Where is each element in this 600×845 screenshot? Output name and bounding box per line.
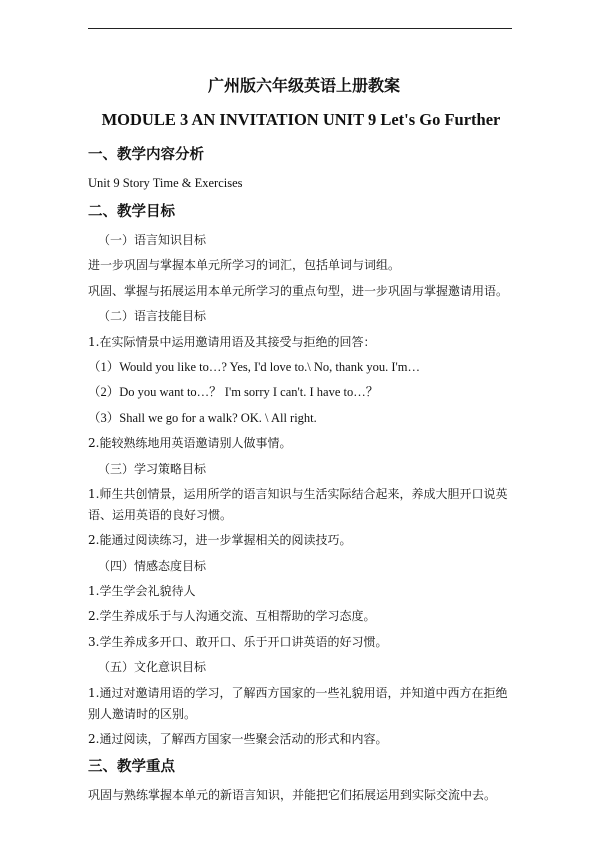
paragraph-line: 2.能较熟练地用英语邀请别人做事情。	[88, 436, 292, 451]
paragraph-line: 2.学生养成乐于与人沟通交流、互相帮助的学习态度。	[88, 609, 376, 624]
paragraph-line: 别人邀请时的区别。	[88, 706, 197, 721]
paragraph-line: 1.在实际情景中运用邀请用语及其接受与拒绝的回答：	[88, 334, 376, 349]
subheading-attitude-goals: （四）情感态度目标	[98, 558, 207, 573]
document-title: 广州版六年级英语上册教案	[207, 76, 400, 95]
section-heading-content-analysis: 一、教学内容分析	[88, 146, 204, 163]
paragraph-line: 1.通过对邀请用语的学习，了解西方国家的一些礼貌用语，并知道中西方在拒绝	[88, 685, 508, 700]
example-sentence-1: （1）Would you like to…? Yes, I'd love to.\ No, thank you. I'm…	[88, 359, 420, 374]
paragraph-line: 进一步巩固与掌握本单元所学习的词汇，包括单词与词组。	[88, 258, 401, 273]
subheading-culture-goals: （五）文化意识目标	[98, 660, 207, 675]
lesson-plan-document	[88, 74, 520, 813]
paragraph-line: 2.能通过阅读练习，进一步掌握相关的阅读技巧。	[88, 533, 352, 548]
header-rule	[88, 28, 512, 29]
subheading-strategy-goals: （三）学习策略目标	[98, 461, 207, 476]
paragraph-line: 语、运用英语的良好习惯。	[88, 507, 233, 522]
paragraph-line: 1.师生共创情景，运用所学的语言知识与生活实际结合起来，养成大胆开口说英	[88, 486, 508, 501]
subheading-knowledge-goals: （一）语言知识目标	[98, 233, 207, 247]
paragraph-line: 2.通过阅读，了解西方国家一些聚会活动的形式和内容。	[88, 732, 388, 747]
subheading-skill-goals: （二）语言技能目标	[98, 309, 207, 324]
section-heading-teaching-goals: 二、教学目标	[88, 203, 175, 220]
paragraph-line: 巩固、掌握与拓展运用本单元所学习的重点句型，进一步巩固与掌握邀请用语。	[88, 283, 509, 298]
paragraph-line: 1.学生学会礼貌待人	[88, 584, 196, 599]
example-sentence-3: （3）Shall we go for a walk? OK. \ All right.	[88, 410, 317, 425]
section-heading-teaching-focus: 三、教学重点	[88, 758, 175, 776]
paragraph-line: 3.学生养成多开口、敢开口、乐于开口讲英语的好习惯。	[88, 634, 388, 649]
example-sentence-2: （2）Do you want to…？ I'm sorry I can't. I have to…？	[88, 385, 379, 400]
paragraph-line: 巩固与熟练掌握本单元的新语言知识，并能把它们拓展运用到实际交流中去。	[88, 788, 497, 803]
document-subtitle: MODULE 3 AN INVITATION UNIT 9 Let's Go Further	[101, 110, 501, 129]
content-analysis-text: Unit 9 Story Time & Exercises	[88, 176, 243, 190]
